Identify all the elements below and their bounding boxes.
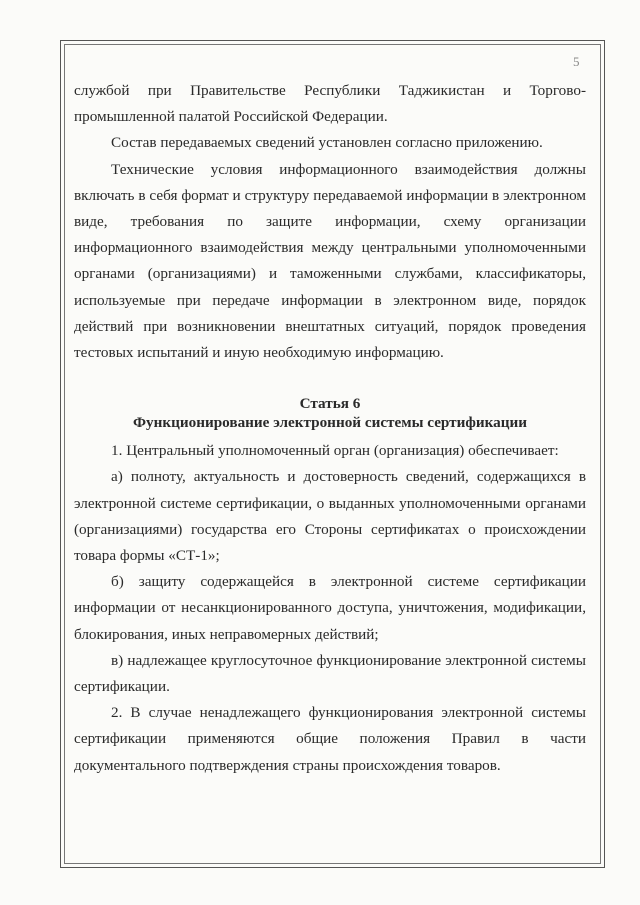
article-number: Статья 6 — [299, 395, 361, 413]
paragraph: Технические условия информационного взаимодействия должны включать в себя формат и структуру передаваемой информации в электронном виде, требования по защите информации, схему организации информационного взаимодействия между центральными уполномоченными органами (организациями) и таможенными службами, классификаторы, используемые при передаче информации в электронном виде, порядок действий при возникновении внештатных ситуаций, порядок проведения тестовых испытаний и иную необходимую информацию. — [74, 160, 586, 362]
paragraph: б) защиту содержащейся в электронной системе сертификации информации от несанкционированного доступа, уничтожения, модификации, блокирования, иных неправомерных действий; — [74, 573, 586, 643]
paragraph: а) полноту, актуальность и достоверность сведений, содержащихся в электронной системе сертификации, о выданных уполномоченными органами (организациями) государства его Стороны сертификатах о происхождении товара формы «СТ-1»; — [74, 468, 586, 565]
paragraph: 1. Центральный уполномоченный орган (организация) обеспечивает: — [111, 442, 559, 460]
paragraph: службой при Правительстве Республики Таджикистан и Торгово-промышленной палатой Российской Федерации. — [74, 82, 586, 126]
article-title: Функционирование электронной системы сертификации — [132, 414, 528, 432]
paragraph: Состав передаваемых сведений установлен согласно приложению. — [111, 134, 543, 152]
document-body — [74, 78, 586, 779]
page-number: 5 — [573, 54, 580, 69]
paragraph: в) надлежащее круглосуточное функционирование электронной системы сертификации. — [74, 651, 586, 696]
paragraph: 2. В случае ненадлежащего функционирования электронной системы сертификации применяются общие положения Правил в части документального подтверждения страны происхождения товаров. — [74, 704, 586, 774]
